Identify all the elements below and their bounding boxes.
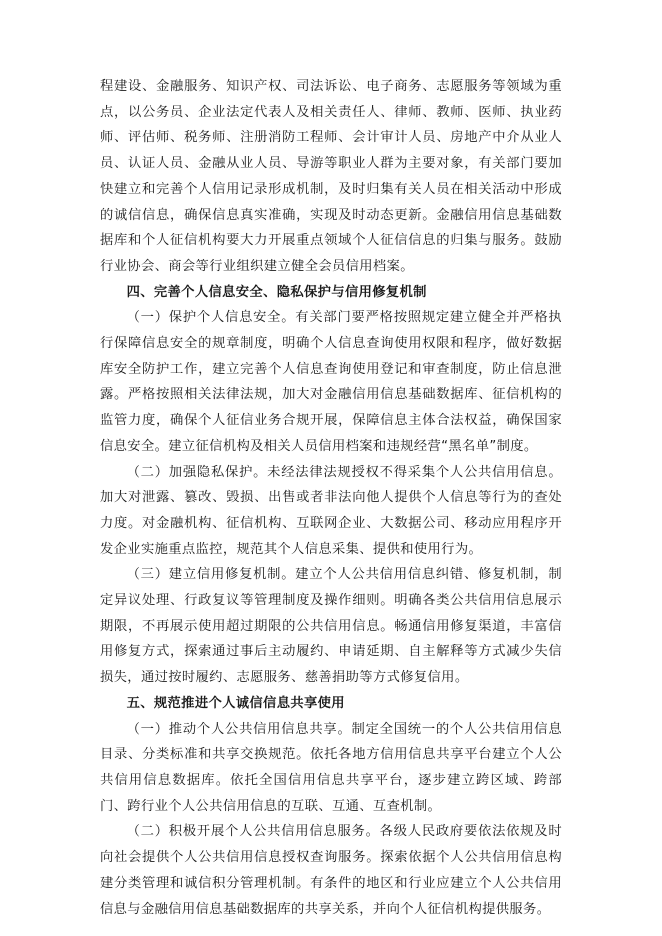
body-paragraph [100,74,562,280]
body-paragraph [100,717,562,820]
paragraph-text: 推动个人公共信用信息共享。制定全国统一的个人公共信用信息目录、分类标准和共享交换规范。依托各地方信用信息共享平台建立个人公共信用信息数据库。依托全国信用信息共享平台，逐步建立跨区域、跨部门、跨行业个人公共信用信息的互联、互通、互查机制。 [100,721,562,814]
body-paragraph [100,819,562,922]
body-paragraph [100,562,562,691]
item-label: （一） [126,310,169,326]
section-heading-text: 五、规范推进个人诚信信息共享使用 [126,695,345,711]
paragraph-text: 加强隐私保护。未经法律法规授权不得采集个人公共信用信息。加大对泄露、篡改、毁损、出售或者非法向他人提供个人信息等行为的查处力度。对金融机构、征信机构、互联网企业、大数据公司、移动应用程序开发企业实施重点监控，规范其个人信息采集、提供和使用行为。 [100,464,562,557]
paragraph-text: 保护个人信息安全。有关部门要严格按照规定建立健全并严格执行保障信息安全的规章制度，明确个人信息查询使用权限和程序，做好数据库安全防护工作，建立完善个人信息查询使用登记和审查制度，防止信息泄露。严格按照相关法律法规，加大对金融信用信息基础数据库、征信机构的监管力度，确保个人征信业务合规开展，保障信息主体合法权益，确保国家信息安全。建立征信机构及相关人员信用档案和违规经营“黑名单”制度。 [100,310,562,454]
item-label: （一） [126,721,169,737]
paragraph-text: 建立信用修复机制。建立个人公共信用信息纠错、修复机制，制定异议处理、行政复议等管理制度及操作细则。明确各类公共信用信息展示期限，不再展示使用超过期限的公共信用信息。畅通信用修复渠道，丰富信用修复方式，探索通过事后主动履约、申请延期、自主解释等方式减少失信损失，通过按时履约、志愿服务、慈善捐助等方式修复信用。 [100,567,562,686]
item-label: （二） [126,824,169,840]
body-paragraph [100,460,562,563]
section-heading [100,691,562,717]
paragraph-text: 积极开展个人公共信用信息服务。各级人民政府要依法依规及时向社会提供个人公共信用信息授权查询服务。探索依据个人公共信用信息构建分类管理和诚信积分管理机制。有条件的地区和行业应建立个人公共信用信息与金融信用信息基础数据库的共享关系，并向个人征信机构提供服务。 [100,824,562,917]
paragraph-text: 程建设、金融服务、知识产权、司法诉讼、电子商务、志愿服务等领域为重点，以公务员、企业法定代表人及相关责任人、律师、教师、医师、执业药师、评估师、税务师、注册消防工程师、会计审计人员、房地产中介从业人员、认证人员、金融从业人员、导游等职业人群为主要对象，有关部门要加快建立和完善个人信用记录形成机制，及时归集有关人员在相关活动中形成的诚信信息，确保信息真实准确，实现及时动态更新。金融信用信息基础数据库和个人征信机构要大力开展重点领域个人征信信息的归集与服务。鼓励行业协会、商会等行业组织建立健全会员信用档案。 [100,79,562,274]
item-label: （二） [126,464,169,480]
item-label: （三） [126,567,169,583]
section-heading-text: 四、完善个人信息安全、隐私保护与信用修复机制 [126,284,427,300]
body-paragraph [100,305,562,459]
document-page [100,74,562,922]
section-heading [100,280,562,306]
